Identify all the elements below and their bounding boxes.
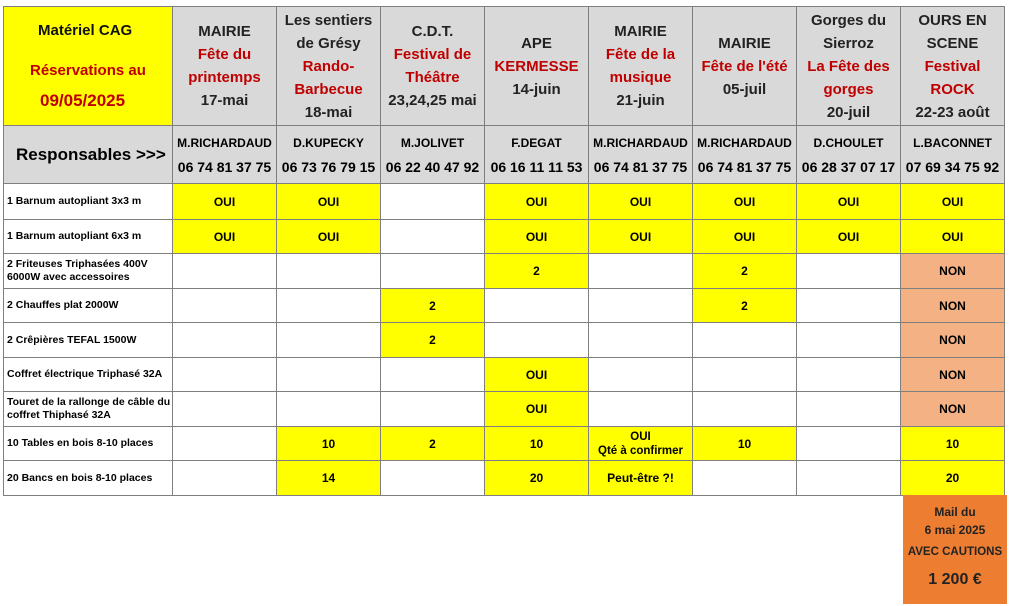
event-header-2 — [277, 7, 381, 126]
event-org: APE — [521, 34, 552, 52]
cautions-label: AVEC CAUTIONS — [907, 546, 1003, 558]
responsable-1 — [173, 126, 277, 184]
event-header-5 — [589, 7, 693, 126]
table-cell: OUI — [901, 220, 1005, 254]
responsable-3 — [381, 126, 485, 184]
table-cell: OUI — [693, 184, 797, 220]
table-cell: 10 — [901, 427, 1005, 461]
table-cell — [797, 254, 901, 289]
table-row — [4, 392, 1005, 427]
table-cell — [277, 323, 381, 358]
event-header-7 — [797, 7, 901, 126]
table-cell: OUI — [589, 184, 693, 220]
table-cell — [381, 254, 485, 289]
event-name: La Fête des gorges — [807, 57, 890, 98]
table-cell: NON — [901, 254, 1005, 289]
table-cell — [693, 461, 797, 496]
table-cell: OUI — [485, 184, 589, 220]
event-org: MAIRIE — [614, 23, 667, 40]
table-cell: 14 — [277, 461, 381, 496]
table-cell — [173, 323, 277, 358]
event-date: 18-mai — [304, 103, 353, 121]
event-org: Les sentiers de Grésy — [284, 11, 373, 52]
event-date: 21-juin — [616, 92, 665, 109]
table-cell: OUI — [485, 220, 589, 254]
responsables-label: Responsables >>> — [4, 126, 173, 184]
responsable-phone: 06 74 81 37 75 — [177, 158, 272, 175]
table-row — [4, 184, 1005, 220]
table-cell — [381, 220, 485, 254]
table-cell: OUI — [173, 184, 277, 220]
responsable-8 — [901, 126, 1005, 184]
event-name: Fête de la musique — [605, 46, 676, 86]
reservation-table — [3, 6, 1005, 496]
table-cell — [797, 323, 901, 358]
table-cell — [589, 323, 693, 358]
event-header-8 — [901, 7, 1005, 126]
table-cell — [693, 358, 797, 392]
responsable-name: F.DEGAT — [511, 135, 562, 150]
table-cell: NON — [901, 289, 1005, 323]
table-cell: 10 — [693, 427, 797, 461]
event-org: OURS EN SCENE — [918, 11, 987, 52]
table-cell — [797, 358, 901, 392]
table-cell: 2 — [693, 254, 797, 289]
table-cell: OUI Qté à confirmer — [589, 427, 693, 461]
responsable-6 — [693, 126, 797, 184]
table-row — [4, 323, 1005, 358]
table-cell — [381, 184, 485, 220]
table-cell — [173, 289, 277, 323]
table-cell: OUI — [589, 220, 693, 254]
table-cell: OUI — [277, 184, 381, 220]
caution-amount: 1 200 € — [928, 571, 982, 588]
table-cell — [381, 358, 485, 392]
table-cell — [277, 289, 381, 323]
table-cell: OUI — [797, 184, 901, 220]
table-cell — [693, 323, 797, 358]
table-cell — [797, 427, 901, 461]
table-cell: 2 — [381, 289, 485, 323]
table-cell: OUI — [277, 220, 381, 254]
table-cell — [277, 254, 381, 289]
table-row — [4, 358, 1005, 392]
event-org: C.D.T. — [411, 23, 454, 40]
event-name: Rando-Barbecue — [294, 57, 363, 98]
table-row — [4, 427, 1005, 461]
table-cell: OUI — [173, 220, 277, 254]
table-cell — [797, 289, 901, 323]
event-header-3 — [381, 7, 485, 126]
event-date: 23,24,25 mai — [388, 92, 477, 109]
table-cell — [589, 254, 693, 289]
event-name: Festival ROCK — [924, 57, 981, 98]
responsable-phone: 06 16 11 11 53 — [490, 158, 583, 175]
table-cell — [485, 289, 589, 323]
table-cell: OUI — [485, 392, 589, 427]
event-header-6 — [693, 7, 797, 126]
table-cell: 2 — [381, 323, 485, 358]
event-name: Festival de Théâtre — [393, 46, 472, 86]
footer-note — [903, 495, 1007, 604]
mail-line-1: Mail du — [934, 505, 976, 519]
reservations-label: Réservations au — [30, 62, 146, 79]
responsable-2 — [277, 126, 381, 184]
table-cell: OUI — [901, 184, 1005, 220]
responsable-name: M.JOLIVET — [400, 135, 465, 150]
table-cell — [277, 358, 381, 392]
event-org: MAIRIE — [198, 23, 251, 40]
event-header-1 — [173, 7, 277, 126]
table-cell: OUI — [693, 220, 797, 254]
table-cell — [589, 358, 693, 392]
event-date: 20-juil — [826, 103, 871, 121]
responsable-name: M.RICHARDAUD — [593, 135, 688, 150]
table-cell — [173, 358, 277, 392]
table-cell: NON — [901, 323, 1005, 358]
table-row — [4, 220, 1005, 254]
table-row — [4, 254, 1005, 289]
mail-line-2: 6 mai 2025 — [924, 523, 986, 537]
table-row — [4, 461, 1005, 496]
responsable-phone: 06 74 81 37 75 — [697, 158, 792, 175]
responsable-phone: 06 28 37 07 17 — [801, 158, 896, 175]
sheet-title: Matériel CAG — [38, 22, 133, 39]
table-cell — [693, 392, 797, 427]
item-label: 2 Friteuses Triphasées 400V 6000W avec accessoires — [4, 254, 173, 289]
responsable-name: D.CHOULET — [813, 135, 884, 150]
table-cell — [173, 427, 277, 461]
table-cell: NON — [901, 392, 1005, 427]
item-label: 10 Tables en bois 8-10 places — [4, 427, 173, 461]
item-label: 1 Barnum autopliant 3x3 m — [4, 184, 173, 220]
table-row — [4, 289, 1005, 323]
table-cell: 2 — [381, 427, 485, 461]
reservations-date: 09/05/2025 — [40, 91, 126, 110]
responsable-name: M.RICHARDAUD — [177, 135, 272, 150]
table-cell: 20 — [485, 461, 589, 496]
item-label: 20 Bancs en bois 8-10 places — [4, 461, 173, 496]
event-date: 17-mai — [200, 92, 249, 109]
responsable-name: M.RICHARDAUD — [697, 135, 792, 150]
table-cell: NON — [901, 358, 1005, 392]
responsable-4 — [485, 126, 589, 184]
responsable-phone: 06 22 40 47 92 — [385, 158, 480, 175]
event-date: 22-23 août — [915, 103, 990, 121]
responsable-name: L.BACONNET — [913, 135, 992, 150]
event-date: 14-juin — [512, 80, 561, 98]
item-label: Coffret électrique Triphasé 32A — [4, 358, 173, 392]
table-cell — [485, 323, 589, 358]
table-cell: 20 — [901, 461, 1005, 496]
responsable-name: D.KUPECKY — [293, 135, 364, 150]
event-header-4 — [485, 7, 589, 126]
event-org: Gorges du Sierroz — [810, 11, 886, 52]
event-name: Fête de l'été — [701, 57, 788, 75]
table-cell: 2 — [693, 289, 797, 323]
item-label: 2 Chauffes plat 2000W — [4, 289, 173, 323]
header-corner — [4, 7, 173, 126]
item-label: 1 Barnum autopliant 6x3 m — [4, 220, 173, 254]
table-cell — [173, 392, 277, 427]
event-name: Fête du printemps — [188, 46, 261, 86]
table-cell — [173, 461, 277, 496]
responsable-phone: 06 74 81 37 75 — [593, 158, 688, 175]
table-cell: 10 — [277, 427, 381, 461]
event-org: MAIRIE — [718, 34, 771, 52]
responsable-phone: 06 73 76 79 15 — [281, 158, 376, 175]
table-cell — [277, 392, 381, 427]
responsable-5 — [589, 126, 693, 184]
item-label: Touret de la rallonge de câble du coffret Thiphasé 32A — [4, 392, 173, 427]
item-label: 2 Crêpières TEFAL 1500W — [4, 323, 173, 358]
table-cell: OUI — [797, 220, 901, 254]
table-cell: 2 — [485, 254, 589, 289]
event-date: 05-juil — [722, 80, 767, 98]
table-cell: Peut-être ?! — [589, 461, 693, 496]
table-cell — [797, 461, 901, 496]
table-cell — [589, 289, 693, 323]
table-cell — [173, 254, 277, 289]
responsable-phone: 07 69 34 75 92 — [905, 158, 1000, 175]
responsable-7 — [797, 126, 901, 184]
table-cell — [381, 461, 485, 496]
table-cell: OUI — [485, 358, 589, 392]
table-cell — [797, 392, 901, 427]
table-cell — [589, 392, 693, 427]
event-name: KERMESSE — [494, 57, 579, 75]
table-cell: 10 — [485, 427, 589, 461]
table-cell — [381, 392, 485, 427]
